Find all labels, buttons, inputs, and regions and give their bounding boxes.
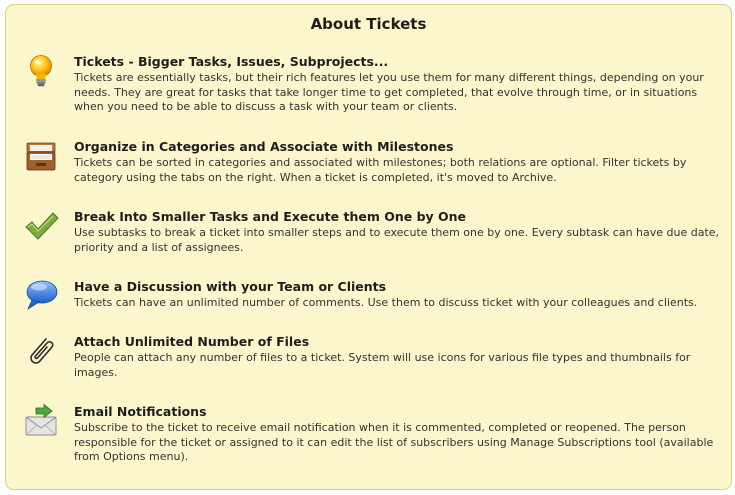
- feature-description: Tickets are essentially tasks, but their rich features let you use them for many different things, depending on your needs. They are great for tasks that take longer time to get completed, that evolve through time, or in situations when you need to be able to discuss a task with your team or clients.: [74, 71, 704, 113]
- feature-description: People can attach any number of files to a ticket. System will use icons for various file types and thumbnails for images.: [74, 351, 691, 379]
- speech-bubble-icon: [22, 278, 60, 316]
- feature-title: Organize in Categories and Associate with Milestones: [74, 139, 454, 154]
- checkmark-icon: [22, 208, 60, 246]
- feature-description: Subscribe to the ticket to receive email notification when it is commented, completed or reopened. The person responsible for the ticket or assigned to it can edit the list of subscribers using Manage Subscriptions tool (available from Options menu).: [74, 421, 714, 463]
- paperclip-icon: [22, 333, 60, 371]
- lightbulb-icon: [22, 53, 60, 91]
- feature-description: Tickets can have an unlimited number of comments. Use them to discuss ticket with your colleagues and clients.: [74, 296, 698, 309]
- feature-description: Tickets can be sorted in categories and associated with milestones; both relations are optional. Filter tickets by category using the tabs on the right. When a ticket is completed, it's moved to Archive.: [74, 156, 687, 184]
- filing-tray-icon: [22, 138, 60, 176]
- panel-title: About Tickets: [310, 15, 427, 33]
- feature-title: Have a Discussion with your Team or Clients: [74, 279, 387, 294]
- feature-title: Break Into Smaller Tasks and Execute them One by One: [74, 209, 467, 224]
- feature-title: Attach Unlimited Number of Files: [74, 334, 310, 349]
- feature-title: Email Notifications: [74, 404, 207, 419]
- feature-title: Tickets - Bigger Tasks, Issues, Subprojects...: [74, 54, 389, 69]
- envelope-arrow-icon: [22, 403, 60, 441]
- feature-description: Use subtasks to break a ticket into smaller steps and to execute them one by one. Every subtask can have due date, priority and a list of assignees.: [74, 226, 720, 254]
- about-tickets-panel: [5, 4, 732, 490]
